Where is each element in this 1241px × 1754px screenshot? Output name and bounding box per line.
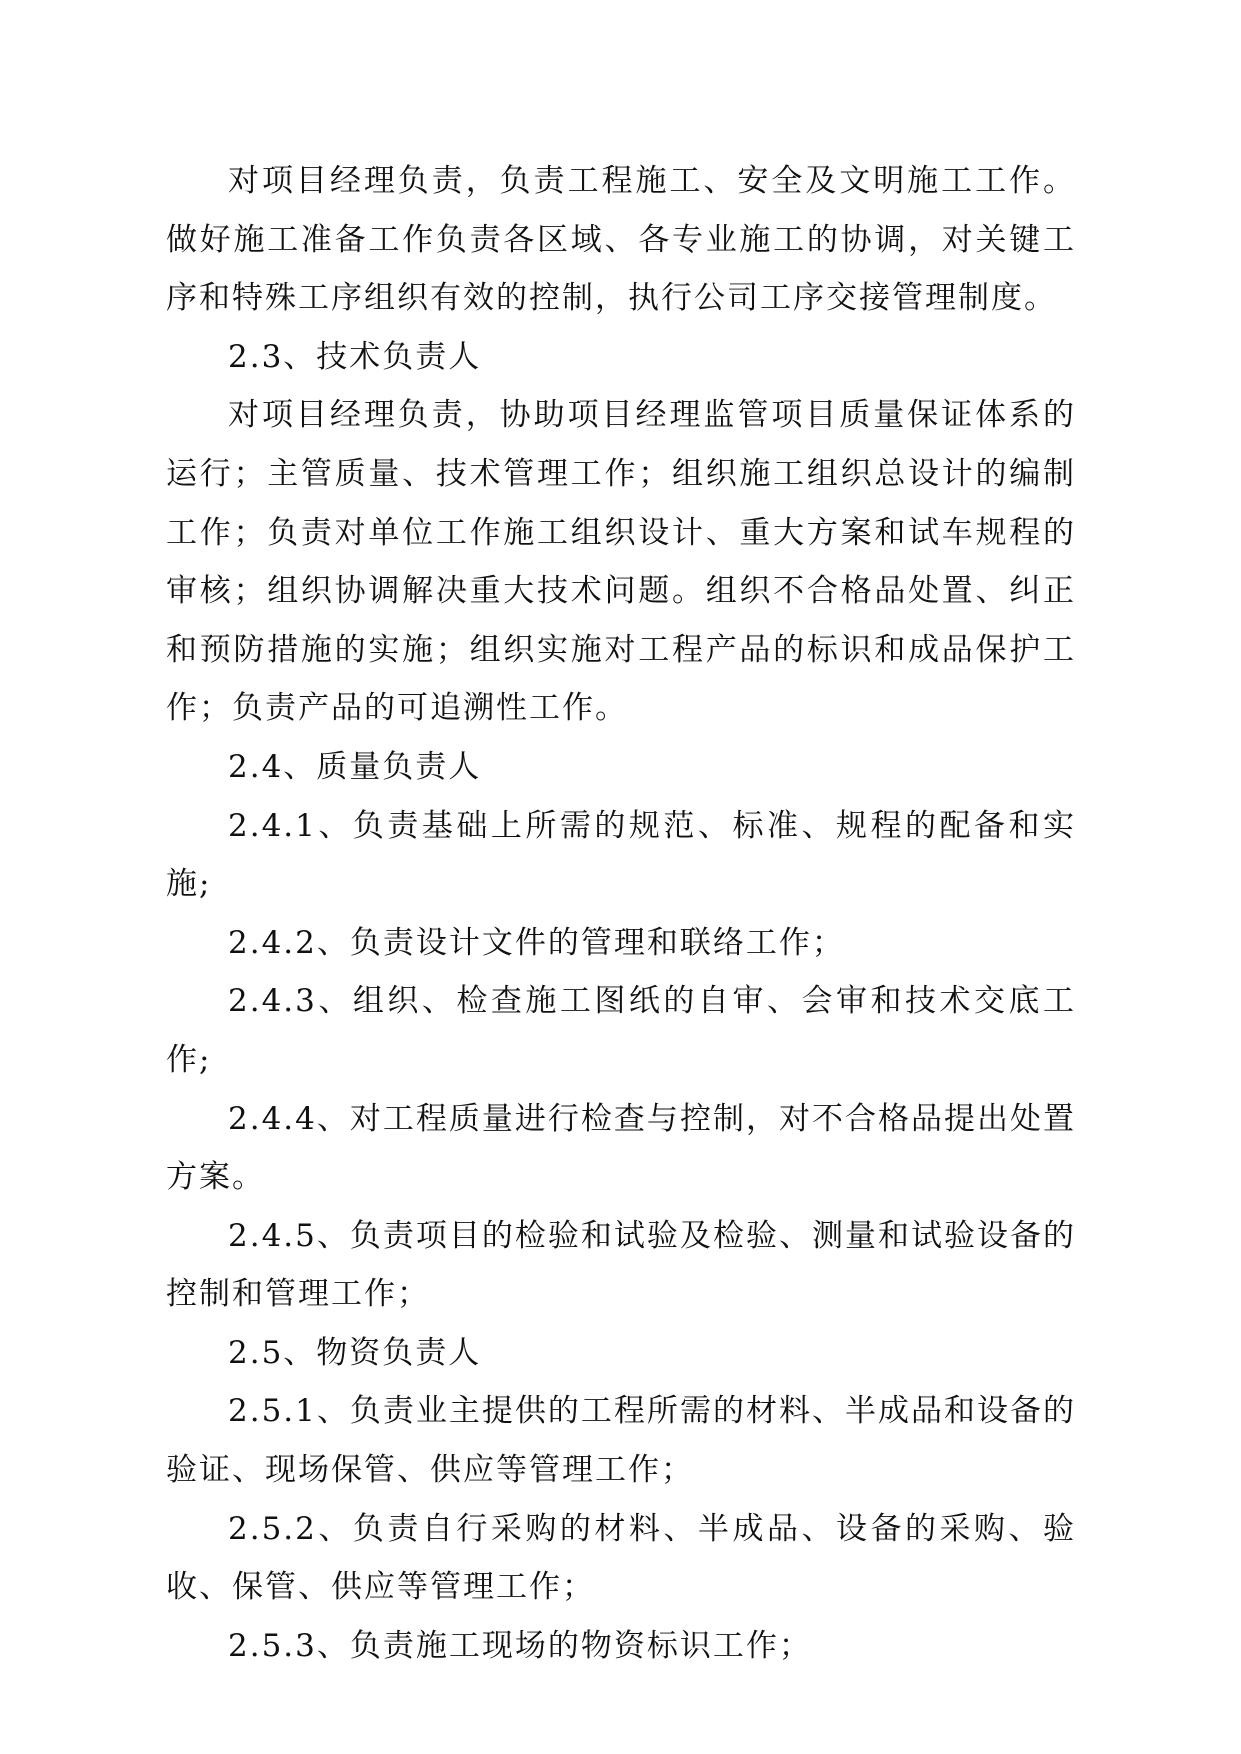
heading-quality-lead: 2.4、质量负责人 (228, 748, 482, 785)
item-2-4-1: 2.4.1、负责基础上所需的规范、标准、规程的配备和实施; (166, 807, 1076, 903)
heading-technical-lead: 2.3、技术负责人 (228, 338, 482, 375)
paragraph-technical-lead-duties: 对项目经理负责，协助项目经理监管项目质量保证体系的运行；主管质量、技术管理工作；组织施工组织总设计的编制工作；负责对单位工作施工组织设计、重大方案和试车规程的审核；组织协调解决重大技术问题。组织不合格品处置、纠正和预防措施的实施；组织实施对工程产品的标识和成品保护工作；负责产品的可追溯性工作。 (166, 397, 1076, 727)
paragraph-construction-duties: 对项目经理负责，负责工程施工、安全及文明施工工作。做好施工准备工作负责各区域、各专业施工的协调，对关键工序和特殊工序组织有效的控制，执行公司工序交接管理制度。 (166, 163, 1076, 317)
item-2-4-4: 2.4.4、对工程质量进行检查与控制，对不合格品提出处置方案。 (166, 1100, 1076, 1196)
item-2-5-1: 2.5.1、负责业主提供的工程所需的材料、半成品和设备的验证、现场保管、供应等管理工作； (166, 1393, 1076, 1489)
heading-materials-lead: 2.5、物资负责人 (228, 1334, 482, 1371)
item-2-4-2: 2.4.2、负责设计文件的管理和联络工作； (228, 924, 845, 961)
item-2-4-3: 2.4.3、组织、检查施工图纸的自审、会审和技术交底工作; (166, 983, 1076, 1078)
document-body (166, 152, 1076, 1675)
item-2-5-3: 2.5.3、负责施工现场的物资标识工作； (228, 1627, 812, 1664)
item-2-4-5: 2.4.5、负责项目的检验和试验及检验、测量和试验设备的控制和管理工作； (166, 1217, 1076, 1313)
item-2-5-2: 2.5.2、负责自行采购的材料、半成品、设备的采购、验收、保管、供应等管理工作； (166, 1510, 1076, 1606)
